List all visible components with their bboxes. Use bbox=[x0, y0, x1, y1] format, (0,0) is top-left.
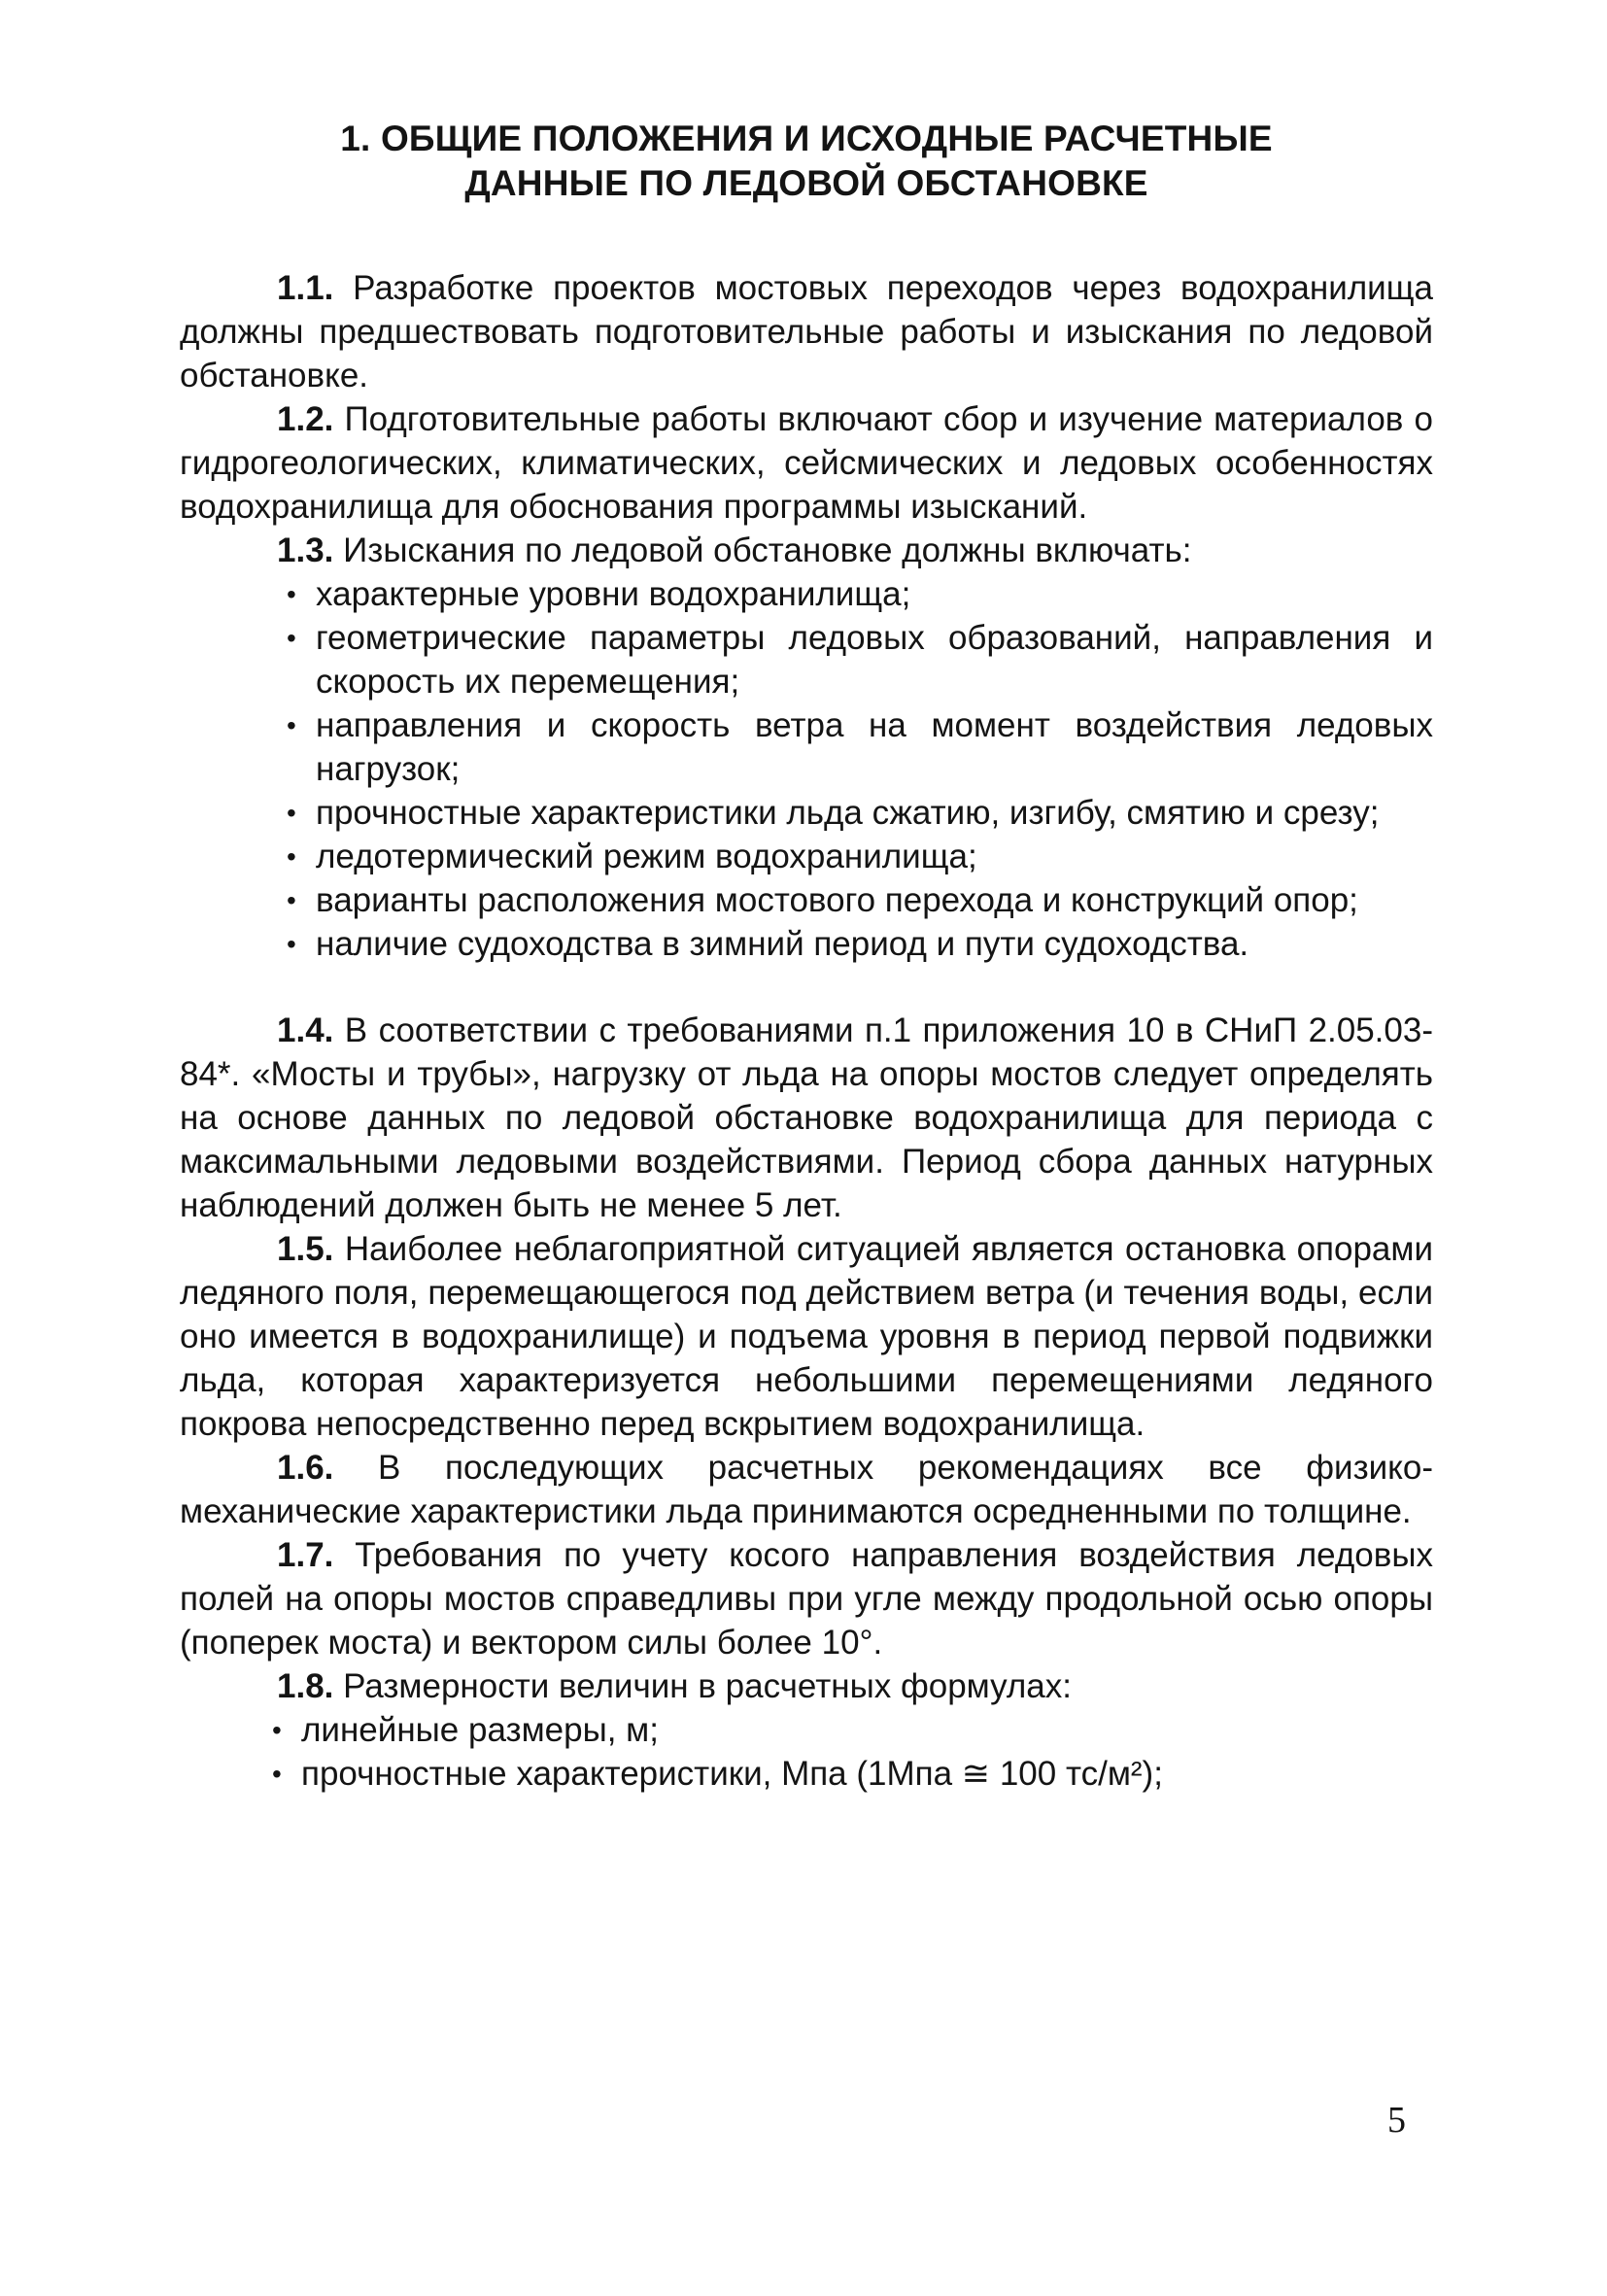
paragraph-1-8 bbox=[180, 1664, 1433, 1708]
paragraph-number: 1.7. bbox=[277, 1536, 334, 1574]
list-item bbox=[180, 572, 1433, 616]
list-item bbox=[180, 791, 1433, 835]
paragraph-text: Наиболее неблагоприятной ситуацией является остановка опорами ледяного поля, перемещающегося под действием ветра (и течения воды, если оно имеется в водохранилище) и подъема уровня в период первой подвижки льда, которая характеризуется небольшими перемещениями ледяного покрова непосредственно перед вскрытием водохранилища. bbox=[180, 1230, 1433, 1443]
section-heading-line-1: 1. ОБЩИЕ ПОЛОЖЕНИЯ И ИСХОДНЫЕ РАСЧЕТНЫЕ bbox=[340, 119, 1273, 158]
paragraph-number: 1.2. bbox=[277, 400, 334, 438]
list-item-text: наличие судоходства в зимний период и пути судоходства. bbox=[316, 925, 1249, 963]
paragraph-1-1 bbox=[180, 266, 1433, 397]
paragraph-1-4 bbox=[180, 1009, 1433, 1227]
list-item-text: прочностные характеристики льда сжатию, изгибу, смятию и срезу; bbox=[316, 794, 1380, 832]
paragraph-text: В соответствии с требованиями п.1 приложения 10 в СНиП 2.05.03-84*. «Мосты и трубы», нагрузку от льда на опоры мостов следует определять на основе данных по ледовой обстановке водохранилища для периода с максимальными ледовыми воздействиями. Период сбора данных натурных наблюдений должен быть не менее 5 лет. bbox=[180, 1011, 1433, 1224]
list-item-text: ледотермический режим водохранилища; bbox=[316, 838, 977, 875]
paragraph-number: 1.4. bbox=[277, 1011, 334, 1049]
paragraph-text: В последующих расчетных рекомендациях все физико-механические характеристики льда принимаются осредненными по толщине. bbox=[180, 1449, 1433, 1530]
section-heading-line-2: ДАННЫЕ ПО ЛЕДОВОЙ ОБСТАНОВКЕ bbox=[464, 163, 1148, 203]
bullet-icon: • bbox=[287, 841, 296, 872]
bullet-icon: • bbox=[287, 885, 296, 915]
bullet-icon: • bbox=[287, 710, 296, 740]
list-item-text: направления и скорость ветра на момент воздействия ледовых нагрузок; bbox=[316, 706, 1433, 788]
spacer bbox=[180, 966, 1433, 1009]
list-item-text: характерные уровни водохранилища; bbox=[316, 575, 911, 613]
bullet-icon: • bbox=[287, 579, 296, 609]
paragraph-1-7 bbox=[180, 1533, 1433, 1664]
paragraph-number: 1.6. bbox=[277, 1449, 334, 1487]
paragraph-text: Требования по учету косого направления воздействия ледовых полей на опоры мостов справедливы при угле между продольной осью опоры (поперек моста) и вектором силы более 10°. bbox=[180, 1536, 1433, 1662]
section-heading bbox=[180, 117, 1433, 206]
paragraph-number: 1.3. bbox=[277, 531, 334, 569]
list-item bbox=[180, 703, 1433, 791]
paragraph-text: Размерности величин в расчетных формулах: bbox=[333, 1667, 1072, 1705]
bullet-icon: • bbox=[287, 798, 296, 828]
list-item-text: линейные размеры, м; bbox=[301, 1711, 659, 1749]
list-item bbox=[180, 616, 1433, 703]
bullet-icon: • bbox=[272, 1759, 282, 1789]
page-number: 5 bbox=[1387, 2100, 1406, 2141]
paragraph-number: 1.1. bbox=[277, 269, 334, 307]
paragraph-text: Изыскания по ледовой обстановке должны включать: bbox=[333, 531, 1192, 569]
list-item-text: варианты расположения мостового перехода и конструкций опор; bbox=[316, 881, 1358, 919]
bullet-icon: • bbox=[287, 623, 296, 653]
list-item bbox=[180, 922, 1433, 966]
paragraph-1-2 bbox=[180, 397, 1433, 529]
bullet-icon: • bbox=[287, 929, 296, 959]
list-item bbox=[180, 878, 1433, 922]
paragraph-text: Разработке проектов мостовых переходов через водохранилища должны предшествовать подготовительные работы и изыскания по ледовой обстановке. bbox=[180, 269, 1433, 394]
paragraph-1-5 bbox=[180, 1227, 1433, 1446]
paragraph-number: 1.8. bbox=[277, 1667, 334, 1705]
paragraph-1-6 bbox=[180, 1446, 1433, 1533]
document-page bbox=[180, 117, 1433, 1796]
paragraph-1-3 bbox=[180, 529, 1433, 572]
list-item-text: прочностные характеристики, Мпа (1Мпа ≅ 100 тс/м²); bbox=[301, 1755, 1163, 1793]
bullet-icon: • bbox=[272, 1715, 282, 1745]
survey-requirements-list bbox=[180, 572, 1433, 966]
list-item bbox=[180, 1708, 1433, 1752]
list-item bbox=[180, 1752, 1433, 1796]
list-item bbox=[180, 835, 1433, 878]
list-item-text: геометрические параметры ледовых образований, направления и скорость их перемещения; bbox=[316, 619, 1433, 701]
paragraph-number: 1.5. bbox=[277, 1230, 334, 1268]
paragraph-text: Подготовительные работы включают сбор и изучение материалов о гидрогеологических, климатических, сейсмических и ледовых особенностях водохранилища для обоснования программы изысканий. bbox=[180, 400, 1433, 526]
units-list bbox=[180, 1708, 1433, 1796]
